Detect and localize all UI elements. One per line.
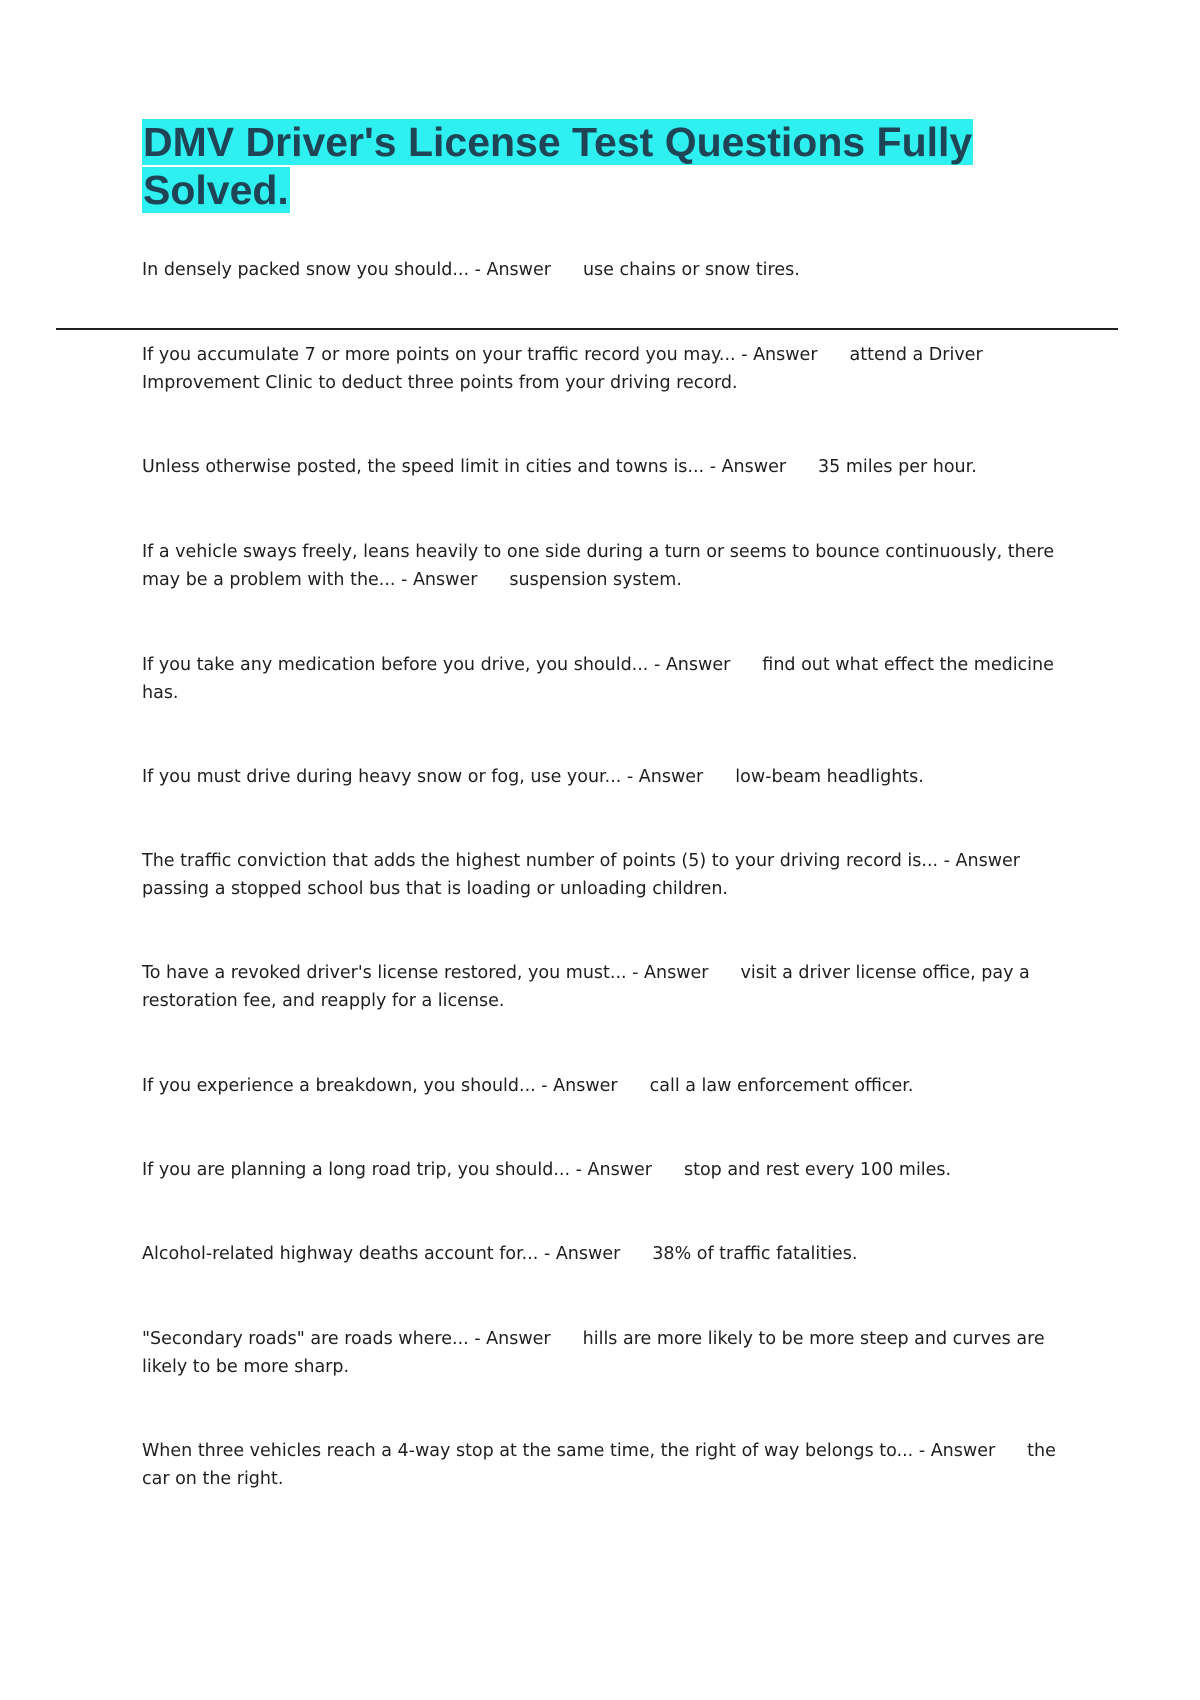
question-text: The traffic conviction that adds the highest number of points (5) to your driving record is...	[142, 851, 939, 871]
answer-text: 35 miles per hour.	[818, 457, 977, 477]
answer-text: find out what effect the medicine has.	[142, 655, 1054, 703]
answer-label: - Answer	[918, 1441, 996, 1461]
qa-item-4	[142, 538, 1072, 594]
qa-item-11	[142, 1240, 1072, 1268]
question-text: "Secondary roads" are roads where...	[142, 1329, 469, 1349]
qa-item-8	[142, 959, 1072, 1015]
answer-text: attend a Driver Improvement Clinic to deduct three points from your driving record.	[142, 345, 983, 393]
qa-item-12	[142, 1325, 1072, 1381]
horizontal-rule	[56, 328, 1118, 330]
qa-item-13	[142, 1437, 1072, 1493]
answer-label: - Answer	[943, 851, 1021, 871]
answer-text: use chains or snow tires.	[582, 260, 800, 280]
question-text: When three vehicles reach a 4-way stop at the same time, the right of way belongs to...	[142, 1441, 914, 1461]
question-text: To have a revoked driver's license restored, you must...	[142, 963, 627, 983]
answer-text: 38% of traffic fatalities.	[652, 1244, 858, 1264]
qa-item-7	[142, 847, 1072, 903]
answer-text: suspension system.	[509, 570, 682, 590]
answer-label: - Answer	[653, 655, 731, 675]
qa-item-2	[142, 341, 1072, 397]
question-text: If you must drive during heavy snow or fog, use your...	[142, 767, 622, 787]
qa-item-3	[142, 453, 1072, 481]
qa-item-1	[142, 256, 1072, 284]
answer-text: hills are more likely to be more steep and curves are likely to be more sharp.	[142, 1329, 1045, 1377]
title-highlight: DMV Driver's License Test Questions Fully Solved.	[143, 119, 973, 213]
answer-label: - Answer	[541, 1076, 618, 1096]
answer-label: - Answer	[474, 260, 551, 280]
qa-item-6	[142, 763, 1072, 791]
answer-text: stop and rest every 100 miles.	[683, 1160, 952, 1180]
answer-text: passing a stopped school bus that is loading or unloading children.	[142, 879, 728, 899]
question-text: Unless otherwise posted, the speed limit in cities and towns is...	[142, 457, 705, 477]
qa-item-10	[142, 1156, 1072, 1184]
question-text: Alcohol-related highway deaths account for...	[142, 1244, 539, 1264]
answer-label: - Answer	[474, 1329, 551, 1349]
answer-label: - Answer	[632, 963, 709, 983]
question-text: If you accumulate 7 or more points on your traffic record you may...	[142, 345, 736, 365]
answer-label: - Answer	[543, 1244, 621, 1264]
answer-text: the car on the right.	[142, 1441, 1056, 1489]
question-text: In densely packed snow you should...	[142, 260, 470, 280]
qa-item-5	[142, 651, 1072, 707]
answer-text: call a law enforcement officer.	[649, 1076, 914, 1096]
answer-text: visit a driver license office, pay a restoration fee, and reapply for a license.	[142, 963, 1030, 1011]
document-title	[142, 118, 1042, 214]
answer-text: low-beam headlights.	[735, 767, 924, 787]
answer-label: - Answer	[741, 345, 818, 365]
question-text: If a vehicle sways freely, leans heavily to one side during a turn or seems to bounce continuously, there may be a problem with the...	[142, 542, 1055, 590]
question-text: If you experience a breakdown, you should...	[142, 1076, 536, 1096]
answer-label: - Answer	[709, 457, 787, 477]
answer-label: - Answer	[575, 1160, 652, 1180]
answer-label: - Answer	[626, 767, 704, 787]
answer-label: - Answer	[401, 570, 478, 590]
qa-item-9	[142, 1072, 1072, 1100]
question-text: If you are planning a long road trip, you should...	[142, 1160, 571, 1180]
question-text: If you take any medication before you drive, you should...	[142, 655, 649, 675]
